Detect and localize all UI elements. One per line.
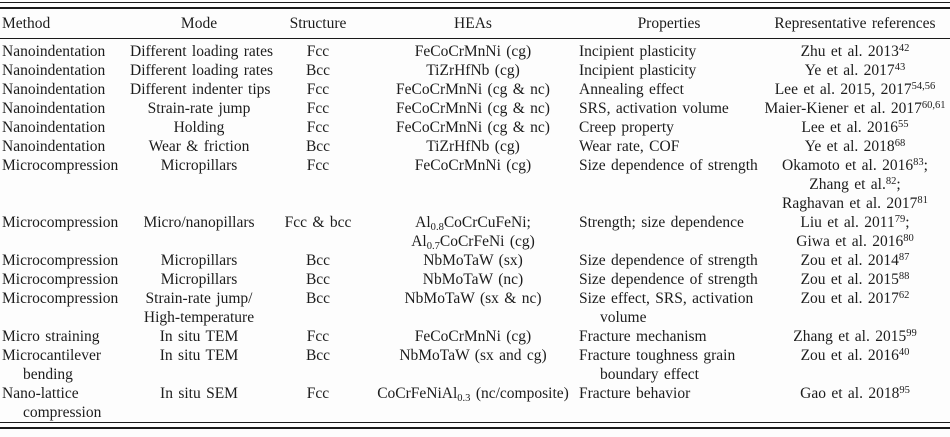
cell-mode — [130, 251, 268, 270]
cell-line: Fcc — [306, 328, 330, 345]
cell-line: NbMoTaW (nc) — [422, 271, 524, 288]
cell-structure — [268, 156, 368, 213]
cell-line: Bcc — [305, 347, 331, 364]
cell-structure — [268, 80, 368, 99]
cell-properties — [578, 99, 760, 118]
composition-subscript: 0.7 — [426, 240, 440, 252]
cell-mode — [130, 80, 271, 99]
cell-line: Ye et al. 2017$^{43}$ — [804, 62, 906, 79]
cell-properties — [578, 327, 760, 346]
cell-line: Bcc — [305, 271, 331, 288]
cell-line: Nanoindentation — [2, 43, 106, 60]
cell-mode — [130, 156, 268, 213]
cell-method — [0, 99, 130, 118]
reference-superscript: 82 — [885, 176, 897, 188]
cell-method — [0, 137, 130, 156]
reference-superscript: 60,61 — [921, 100, 946, 112]
column-header-method: Method — [0, 9, 130, 39]
reference-superscript: 42 — [898, 43, 910, 55]
cell-properties — [578, 251, 760, 270]
cell-method — [0, 346, 130, 384]
cell-line: NbMoTaW (sx) — [423, 252, 523, 269]
table-row — [0, 118, 950, 137]
cell-line: Gao et al. 2018$^{95}$ — [800, 385, 910, 402]
cell-line: Raghavan et al. 2017$^{81}$ — [782, 195, 928, 212]
cell-line: CoCrFeNiAl$_{0.3}$ (nc/composite) — [377, 385, 569, 404]
cell-line: Microcompression — [2, 290, 119, 307]
cell-method — [0, 251, 130, 270]
cell-line: Zhu et al. 2013$^{42}$ — [800, 43, 910, 60]
cell-line: Nanoindentation — [2, 138, 106, 155]
cell-references — [760, 156, 950, 213]
reference-superscript: 81 — [917, 195, 928, 207]
cell-structure — [268, 251, 368, 270]
cell-properties — [578, 156, 760, 213]
cell-line: Maier-Kiener et al. 2017$^{60,61}$ — [764, 100, 946, 117]
cell-line: Bcc — [305, 290, 331, 307]
cell-references — [760, 327, 950, 346]
table-row — [0, 39, 950, 62]
cell-method — [0, 156, 130, 213]
table-row — [0, 99, 950, 118]
cell-heas — [368, 327, 578, 346]
hea-small-scale-testing-table — [0, 9, 950, 422]
column-header-heas: HEAs — [368, 9, 578, 39]
cell-line: TiZrHfNb (cg) — [426, 138, 520, 155]
cell-line: $Al_{0.7}CoCrFeNi$ (cg) — [411, 233, 535, 252]
cell-heas — [368, 61, 578, 80]
cell-line: Fracture mechanism — [579, 328, 707, 345]
column-header-mode: Mode — [130, 9, 268, 39]
cell-properties — [578, 346, 760, 384]
cell-line: In situ TEM — [159, 328, 239, 345]
composition-subscript: 0.3 — [457, 392, 471, 404]
composition-subscript: 0.8 — [430, 221, 444, 233]
reference-superscript: 83 — [913, 157, 924, 169]
cell-structure — [268, 99, 368, 118]
cell-properties — [578, 118, 760, 137]
table-row — [0, 327, 950, 346]
reference-superscript: 88 — [898, 271, 910, 283]
cell-references — [760, 61, 950, 80]
column-header-properties: Properties — [578, 9, 760, 39]
cell-line: In situ TEM — [159, 347, 239, 364]
cell-structure — [268, 346, 368, 384]
cell-properties — [578, 384, 760, 422]
reference-superscript: 54,56 — [911, 81, 936, 93]
cell-references — [760, 99, 950, 118]
cell-heas — [368, 137, 578, 156]
cell-line: Incipient plasticity — [579, 43, 697, 60]
reference-superscript: 68 — [894, 138, 906, 150]
cell-line: Annealing effect — [579, 81, 684, 98]
cell-references — [760, 39, 950, 62]
cell-line: FeCoCrMnNi (cg & nc) — [396, 81, 550, 98]
cell-line: Incipient plasticity — [579, 62, 697, 79]
table-row — [0, 251, 950, 270]
cell-structure — [268, 118, 368, 137]
table-row — [0, 270, 950, 289]
cell-method — [0, 213, 130, 251]
cell-line: FeCoCrMnNi (cg & nc) — [396, 119, 550, 136]
cell-structure — [268, 39, 368, 62]
table-row — [0, 156, 950, 213]
cell-line: Fracture behavior — [579, 385, 691, 402]
cell-heas — [368, 213, 578, 251]
cell-mode — [130, 346, 268, 384]
cell-line: Fcc & bcc — [284, 214, 352, 231]
cell-method — [0, 118, 130, 137]
cell-mode — [130, 289, 268, 327]
cell-line: Fcc — [306, 119, 330, 136]
cell-line: Liu et al. 2011$^{79}$; — [800, 214, 910, 231]
cell-line: Fracture toughness grain — [579, 347, 736, 364]
column-header-references: Representative references — [760, 9, 950, 39]
cell-properties — [578, 213, 760, 251]
cell-heas — [368, 80, 578, 99]
cell-mode — [130, 39, 274, 62]
cell-line: FeCoCrMnNi (cg) — [414, 157, 532, 174]
cell-properties — [578, 289, 760, 327]
cell-line: Microcompression — [2, 214, 119, 231]
cell-references — [760, 251, 950, 270]
cell-structure — [268, 270, 368, 289]
cell-line: Fcc — [306, 81, 330, 98]
table-row — [0, 213, 950, 251]
cell-line: Micro/nanopillars — [143, 214, 255, 231]
cell-line: Different loading rates — [130, 62, 274, 79]
cell-line: Zou et al. 2016$^{40}$ — [800, 347, 910, 364]
cell-line: Nanoindentation — [2, 100, 106, 117]
cell-line: Strain-rate jump/ — [145, 290, 253, 307]
cell-structure — [268, 61, 368, 80]
cell-line: Fcc — [306, 157, 330, 174]
cell-line: Bcc — [305, 62, 331, 79]
cell-line: Size effect, SRS, activation — [579, 290, 754, 307]
reference-superscript: 40 — [898, 347, 910, 359]
cell-line: FeCoCrMnNi (cg & nc) — [396, 100, 550, 117]
cell-line: FeCoCrMnNi (cg) — [414, 328, 532, 345]
cell-heas — [368, 270, 578, 289]
cell-properties — [578, 270, 760, 289]
cell-mode — [130, 270, 268, 289]
table-row — [0, 346, 950, 384]
cell-line: Fcc — [306, 385, 330, 402]
cell-line: Micropillars — [160, 157, 238, 174]
cell-references — [760, 80, 950, 99]
cell-line: boundary effect — [600, 366, 699, 383]
cell-references — [760, 270, 950, 289]
cell-line: $Al_{0.8}CoCrCuFeNi$; — [415, 214, 531, 233]
cell-references — [760, 137, 950, 156]
cell-mode — [130, 61, 274, 80]
cell-line: Strain-rate jump — [147, 100, 251, 117]
cell-line: Wear rate, COF — [579, 138, 680, 155]
cell-method — [0, 270, 130, 289]
cell-line: Giwa et al. 2016$^{80}$ — [796, 233, 914, 250]
cell-line: SRS, activation volume — [579, 100, 729, 117]
cell-structure — [268, 384, 368, 422]
reference-superscript: 80 — [903, 233, 914, 245]
cell-references — [760, 213, 950, 251]
cell-line: Okamoto et al. 2016$^{83}$; — [782, 157, 928, 174]
cell-line: In situ SEM — [160, 385, 238, 402]
cell-line: Wear & friction — [148, 138, 250, 155]
cell-line: Nano-lattice — [2, 385, 79, 402]
cell-line: Micropillars — [160, 271, 238, 288]
reference-superscript: 43 — [894, 62, 906, 74]
cell-mode — [130, 213, 268, 251]
cell-method — [0, 80, 130, 99]
cell-line: High-temperature — [143, 309, 255, 326]
cell-line: Strength; size dependence — [579, 214, 744, 231]
cell-line: Different loading rates — [130, 43, 274, 60]
cell-method — [0, 289, 130, 327]
cell-line: Ye et al. 2018$^{68}$ — [804, 138, 906, 155]
cell-mode — [130, 327, 268, 346]
cell-heas — [368, 118, 578, 137]
cell-line: Microcompression — [2, 157, 119, 174]
cell-line: Zou et al. 2017$^{62}$ — [800, 290, 910, 307]
cell-heas — [368, 39, 578, 62]
cell-line: Lee et al. 2016$^{55}$ — [801, 119, 909, 136]
cell-line: Fcc — [306, 43, 330, 60]
cell-line: Zhang et al. 2015$^{99}$ — [793, 328, 917, 345]
table-row — [0, 289, 950, 327]
table-header-row — [0, 9, 950, 39]
cell-heas — [368, 99, 578, 118]
cell-method — [0, 327, 130, 346]
cell-heas — [368, 156, 578, 213]
cell-line: NbMoTaW (sx & nc) — [404, 290, 542, 307]
cell-method — [0, 61, 130, 80]
top-double-rule — [0, 2, 950, 9]
cell-references — [760, 118, 950, 137]
cell-line: Size dependence of strength — [579, 157, 758, 174]
cell-line: Micropillars — [160, 252, 238, 269]
cell-properties — [578, 80, 760, 99]
cell-line: Bcc — [305, 138, 331, 155]
table-body — [0, 39, 950, 423]
cell-structure — [268, 289, 368, 327]
cell-line: Holding — [173, 119, 225, 136]
reference-superscript: 79 — [894, 214, 906, 226]
cell-line: Zou et al. 2015$^{88}$ — [800, 271, 910, 288]
cell-line: Microcompression — [2, 252, 119, 269]
table-row — [0, 80, 950, 99]
cell-heas — [368, 346, 578, 384]
cell-references — [760, 384, 950, 422]
cell-mode — [130, 384, 268, 422]
cell-line: Size dependence of strength — [579, 271, 758, 288]
cell-line: Fcc — [306, 100, 330, 117]
column-header-structure: Structure — [268, 9, 368, 39]
cell-line: TiZrHfNb (cg) — [426, 62, 520, 79]
cell-line: Bcc — [305, 252, 331, 269]
table-row — [0, 384, 950, 422]
cell-method — [0, 39, 130, 62]
cell-line: compression — [23, 404, 102, 421]
cell-line: Different indenter tips — [130, 81, 271, 98]
cell-line: Nanoindentation — [2, 81, 106, 98]
cell-references — [760, 346, 950, 384]
cell-properties — [578, 39, 760, 62]
bottom-double-rule — [0, 422, 950, 429]
cell-references — [760, 289, 950, 327]
cell-heas — [368, 251, 578, 270]
cell-line: Lee et al. 2015, 2017$^{54,56}$ — [774, 81, 936, 98]
cell-line: Micro straining — [2, 328, 100, 345]
table-row — [0, 137, 950, 156]
cell-structure — [268, 137, 368, 156]
cell-line: Microcantilever — [2, 347, 101, 364]
table-row — [0, 61, 950, 80]
cell-mode — [130, 99, 268, 118]
cell-mode — [130, 137, 268, 156]
cell-properties — [578, 61, 760, 80]
cell-heas — [368, 384, 578, 422]
reference-superscript: 55 — [898, 119, 909, 131]
cell-line: Size dependence of strength — [579, 252, 758, 269]
reference-superscript: 95 — [899, 385, 910, 397]
cell-heas — [368, 289, 578, 327]
reference-superscript: 87 — [898, 252, 910, 264]
cell-structure — [268, 213, 368, 251]
reference-superscript: 62 — [898, 290, 910, 302]
cell-line: volume — [600, 309, 647, 326]
cell-method — [0, 384, 130, 422]
cell-line: Zhang et al.$^{82}$; — [809, 176, 901, 193]
cell-line: FeCoCrMnNi (cg) — [414, 43, 532, 60]
cell-line: Zou et al. 2014$^{87}$ — [800, 252, 910, 269]
cell-line: Nanoindentation — [2, 62, 106, 79]
cell-line: Creep property — [579, 119, 674, 136]
cell-line: NbMoTaW (sx and cg) — [399, 347, 547, 364]
cell-structure — [268, 327, 368, 346]
cell-mode — [130, 118, 268, 137]
cell-line: Microcompression — [2, 271, 119, 288]
reference-superscript: 99 — [906, 328, 917, 340]
cell-line: Nanoindentation — [2, 119, 106, 136]
cell-line: bending — [23, 366, 73, 383]
cell-properties — [578, 137, 760, 156]
table-header — [0, 9, 950, 39]
